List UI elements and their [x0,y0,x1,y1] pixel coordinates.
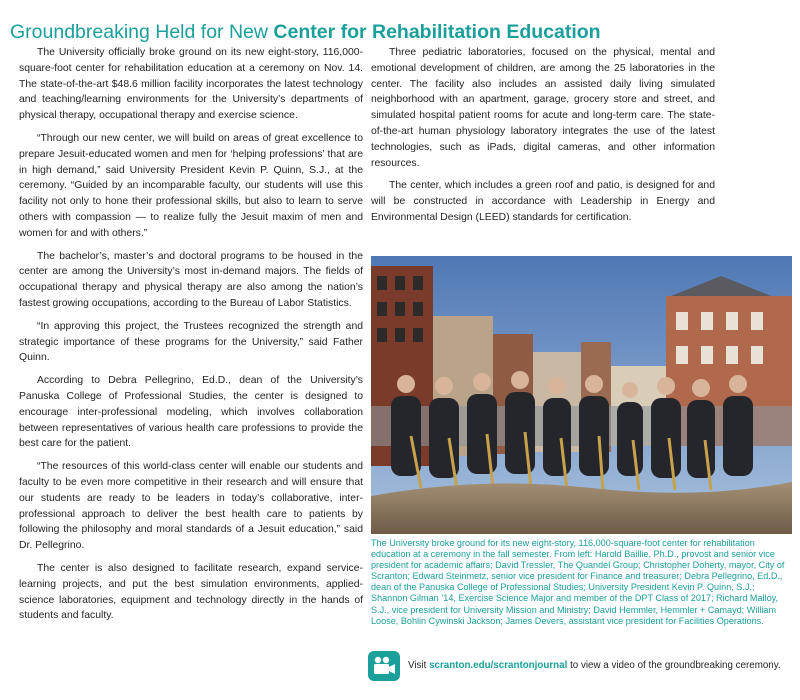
headline-lead: Groundbreaking Held for New [10,21,274,43]
paragraph: “The resources of this world-class center will enable our students and faculty to be even more competitive in their research and will ensure that our students are ready to be leaders in today’s collaborative, inter-professional approach to deliver the best health care to patients by following the philosophy and moral standards of a Jesuit education,” said Dr. Pellegrino. [19,461,363,552]
paragraph: “In approving this project, the Trustees recognized the strength and strategic importance of these programs for the University,” said Father Quinn. [19,320,363,364]
headline-center-name: Center for Rehabilitation Education [273,21,601,43]
video-callout [368,651,798,683]
paragraph: The University officially broke ground on its new eight-story, 116,000-square-foot center for rehabilitation education at a ceremony on Nov. 14. The state-of-the-art $48.6 million facility incorporates the latest technology and teaching/learning environments for the University’s departments of physical therapy, occupational therapy and exercise science. [19,47,363,122]
video-text-pre: Visit [408,660,430,671]
video-text-post: to view a video of the groundbreaking ceremony. [567,660,781,671]
article-headline [10,20,601,44]
photo-caption: The University broke ground for its new eight-story, 116,000-square-foot center for rehabilitation education at a ceremony in the fall semester. From left: Harold Baillie, Ph.D., provost and senior vice president for academic affairs; David Tressler, The Quandel Group; Christopher Doherty, mayor, City of Scranton; Edward Steinmetz, senior vice president for Finance and treasurer; Debra Pellegrino, Ed.D., dean of the Panuska College of Professional Studies; University President Kevin P. Quinn, S.J.; Shannon Gilman ’14, Exercise Science Major and member of the DPT Class of 2017; Richard Malloy, S.J., vice president for University Mission and Ministry; David Hemmler, Hemmler + Camayd; William Loose, Bohlin Cywinski Jackson; James Devers, assistant vice president for Facilities Operations. [371,538,785,626]
left-column [19,45,363,631]
paragraph: “Through our new center, we will build on areas of great excellence to prepare Jesuit-educated women and men for ‘helping professions’ that are in high demand,” said University President Kevin P. Quinn, S.J., at the ceremony. “Guided by an incomparable faculty, our students will use this facility not only to hone their professional skills, but also to learn to serve others with compassion — to realize fully the Jesuit maxim of men and women for and with others.” [19,132,363,239]
right-column [371,45,715,233]
video-camera-icon [368,651,400,681]
groundbreaking-photo [371,256,792,534]
paragraph: The center is also designed to facilitate research, expand service-learning projects, and put the best simulation environments, applied-science laboratories, equipment and technology directly in the hands of students and faculty. [19,562,363,622]
journal-link[interactable]: scranton.edu/scrantonjournal [429,660,568,671]
paragraph: According to Debra Pellegrino, Ed.D., dean of the University’s Panuska College of Professional Studies, the center is designed to encourage inter-professional modeling, which involves collaboration between representatives of various health care professions to provide the best care for the patient. [19,375,363,450]
video-invite-text [408,659,781,673]
paragraph: The center, which includes a green roof and patio, is designed for and will be constructed in accordance with Leadership in Energy and Environmental Design (LEED) standards for certification. [371,180,715,223]
paragraph: Three pediatric laboratories, focused on the physical, mental and emotional development of children, are among the 25 laboratories in the center. The facility also includes an assisted daily living simulated neighborhood with an apartment, garage, grocery store and street, and simulated hospital patient rooms for acute and long-term care. The state-of-the-art human physiology laboratory integrates the use of the latest technologies, such as iPads, digital cameras, and other information resources. [371,47,715,169]
paragraph: The bachelor’s, master’s and doctoral programs to be housed in the center are among the University’s most in-demand majors. The fields of occupational therapy and physical therapy are also among the nation’s fastest growing occupations, according to the Bureau of Labor Statistics. [19,250,363,309]
